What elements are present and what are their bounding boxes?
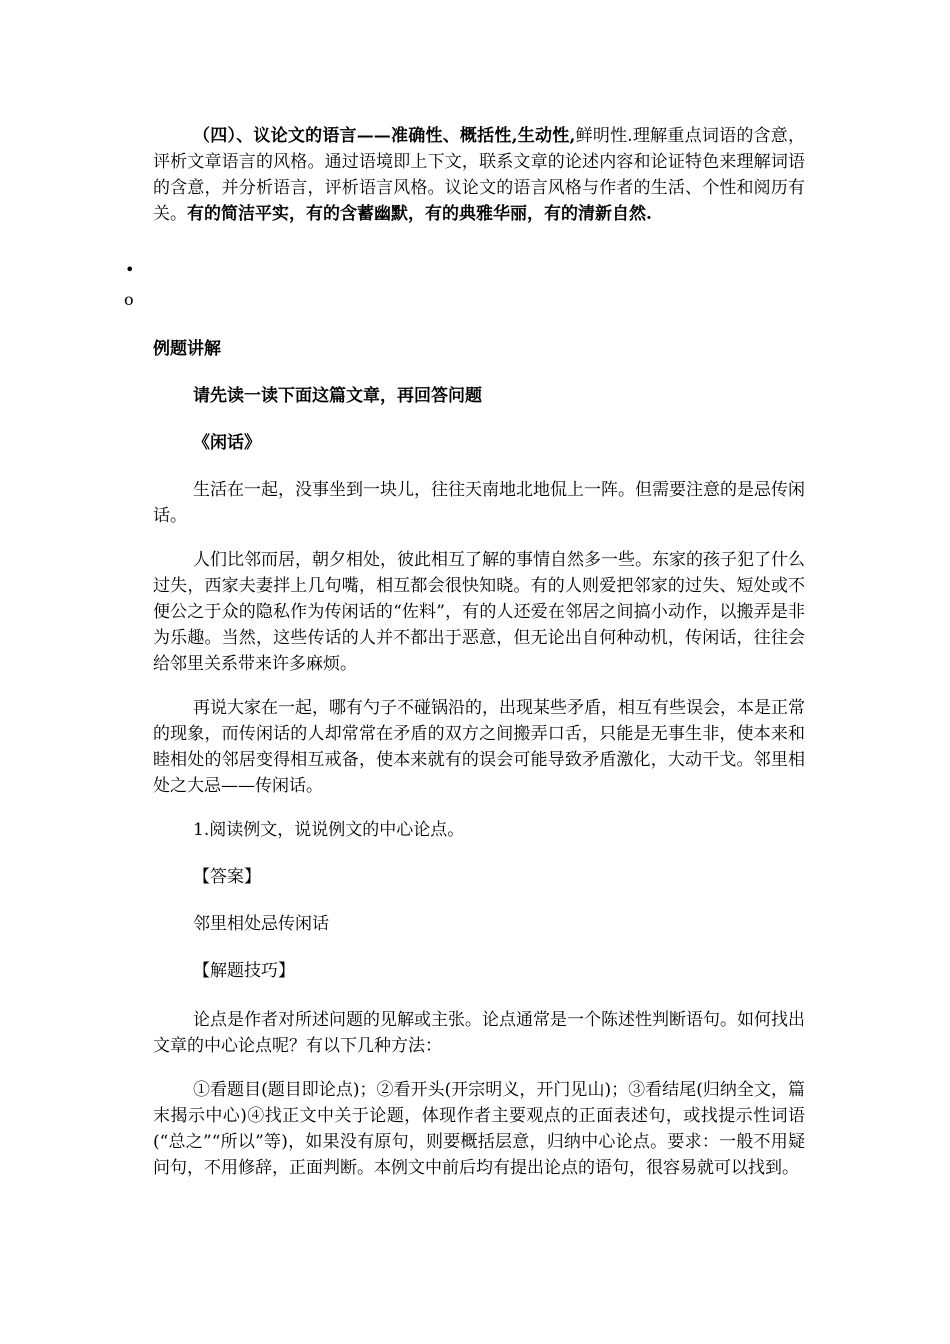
answer-text: 邻里相处忌传闲话 bbox=[193, 914, 329, 934]
article-title: 《闲话》 bbox=[193, 433, 261, 453]
tips-paragraph-2: ①看题目(题目即论点)；②看开头(开宗明义，开门见山)；③看结尾(归纳全文，篇末揭示中心)④找正文中关于论题，体现作者主要观点的正面表述句，或找提示性词语(“总之”“所以”等)，如果没有原句，则要概括层意，归纳中心论点。要求：一般不用疑问句，不用修辞，正面判断。本例文中前后均有提出论点的语句，很容易就可以找到。 bbox=[153, 1080, 805, 1178]
question-1: 1.阅读例文，说说例文的中心论点。 bbox=[193, 820, 465, 840]
answer-label: 【答案】 bbox=[193, 867, 261, 887]
bullet-disc-icon: • bbox=[125, 260, 135, 279]
article-paragraph-1: 生活在一起，没事坐到一块儿，往往天南地北地侃上一阵。但需要注意的是忌传闲话。 bbox=[153, 480, 805, 526]
example-instruction: 请先读一读下面这篇文章，再回答问题 bbox=[193, 386, 482, 406]
article-paragraph-2: 人们比邻而居，朝夕相处，彼此相互了解的事情自然多一些。东家的孩子犯了什么过失，西家夫妻拌上几句嘴，相互都会很快知晓。有的人则爱把邻家的过失、短处或不便公之于众的隐私作为传闲话的“佐料”，有的人还爱在邻居之间搞小动作，以搬弄是非为乐趣。当然，这些传话的人并不都出于恶意，但无论出自何种动机，传闲话，往往会给邻里关系带来许多麻烦。 bbox=[153, 550, 805, 674]
intro-paragraph bbox=[153, 123, 805, 227]
intro-bold-tail: 有的简洁平实，有的含蓄幽默，有的典雅华丽，有的清新自然. bbox=[187, 204, 652, 224]
intro-normal-text: 鲜明性.理解重点词语的含意，评析文章语言的风格。通过语境即上下文，联系文章的论述内容和论证特色来理解词语的含意，并分析语言，评析语言风格。议论文的语言风格与作者的生活、个性和阅历有关。 bbox=[153, 126, 806, 224]
bullet-circle-icon: o bbox=[124, 290, 134, 309]
intro-bold-lead: （四）、议论文的语言——准确性、概括性,生动性, bbox=[193, 126, 576, 146]
tips-label: 【解题技巧】 bbox=[193, 961, 295, 981]
article-paragraph-3: 再说大家在一起，哪有勺子不碰锅沿的，出现某些矛盾，相互有些误会，本是正常的现象，而传闲话的人却常常在矛盾的双方之间搬弄口舌，只能是无事生非，使本来和睦相处的邻居变得相互戒备，使本来就有的误会可能导致矛盾激化，大动干戈。邻里相处之大忌——传闲话。 bbox=[153, 698, 805, 796]
tips-paragraph-1: 论点是作者对所述问题的见解或主张。论点通常是一个陈述性判断语句。如何找出文章的中心论点呢？有以下几种方法： bbox=[153, 1010, 805, 1056]
example-heading: 例题讲解 bbox=[153, 339, 221, 359]
